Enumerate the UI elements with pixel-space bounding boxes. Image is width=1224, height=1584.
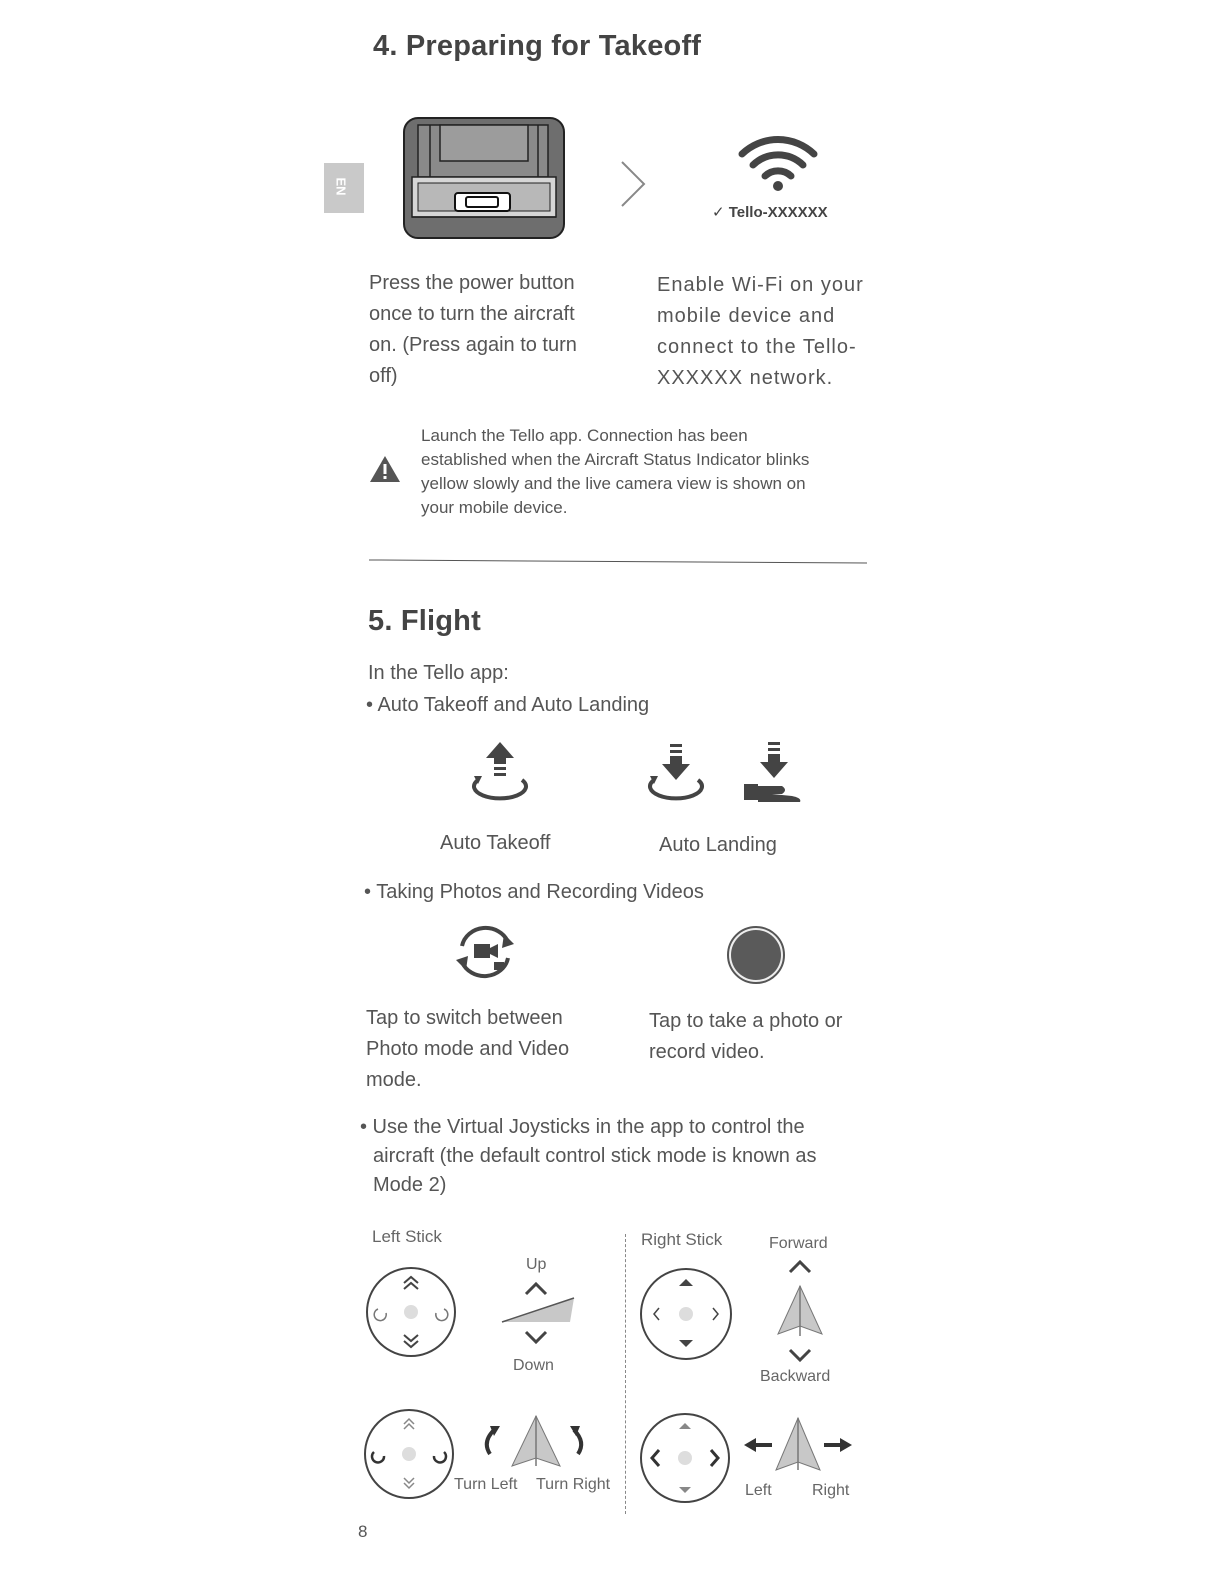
wifi-line: mobile device and [657, 305, 836, 327]
shutter-line: record video. [649, 1041, 765, 1063]
forward-backward-indicator [772, 1256, 828, 1368]
up-down-indicator [500, 1278, 580, 1348]
warning-icon [368, 454, 402, 484]
shutter-line: Tap to take a photo or [649, 1010, 843, 1032]
hand-landing-icon [742, 740, 806, 808]
left-stick-label: Left Stick [372, 1227, 442, 1246]
right-stick-label: Right Stick [641, 1230, 723, 1249]
wifi-line: Enable Wi-Fi on your [657, 274, 864, 296]
note-line: established when the Aircraft Status Indicator blinks [421, 450, 810, 469]
wifi-line: connect to the Tello- [657, 336, 857, 358]
power-line: on. (Press again to turn [369, 334, 577, 356]
auto-landing-label: Auto Landing [659, 834, 777, 856]
note-line: Launch the Tello app. Connection has been [421, 426, 748, 445]
note-line: yellow slowly and the live camera view is shown on [421, 474, 806, 493]
power-button-illustration [400, 115, 568, 243]
power-line: Press the power button [369, 272, 575, 294]
language-tab [324, 163, 364, 213]
right-stick-roll-diagram [637, 1410, 733, 1506]
language-tab-label: EN [333, 177, 349, 196]
section4-title: 4. Preparing for Takeoff [373, 30, 702, 62]
turn-right-label: Turn Right [536, 1476, 611, 1493]
bullet-photos-videos: • Taking Photos and Recording Videos [364, 881, 704, 903]
camera-switch-icon [452, 924, 518, 980]
left-stick-yaw-diagram [362, 1406, 458, 1502]
auto-takeoff-label: Auto Takeoff [440, 832, 551, 854]
joystick-instructions [360, 1113, 870, 1200]
wifi-instructions [657, 270, 887, 394]
joystick-line: • Use the Virtual Joysticks in the app to control the [360, 1116, 805, 1138]
wifi-line: XXXXXX network. [657, 367, 834, 389]
auto-takeoff-icon [466, 740, 534, 804]
power-line: off) [369, 365, 398, 387]
auto-landing-icon [642, 742, 710, 806]
stick-separator [625, 1234, 626, 1514]
wifi-icon [738, 134, 818, 192]
page-number: 8 [358, 1522, 368, 1541]
power-line: once to turn the aircraft [369, 303, 575, 325]
left-right-indicator [742, 1414, 854, 1474]
up-label: Up [526, 1256, 547, 1273]
joystick-line: aircraft (the default control stick mode is known as [373, 1145, 817, 1167]
chevron-right-icon [618, 160, 648, 208]
shutter-text [649, 1006, 889, 1068]
power-instructions [369, 268, 619, 392]
forward-label: Forward [769, 1235, 828, 1252]
bullet-auto-takeoff-landing: • Auto Takeoff and Auto Landing [366, 694, 650, 716]
joystick-line: Mode 2) [373, 1174, 447, 1196]
section-divider [369, 559, 867, 563]
turn-indicator [480, 1414, 590, 1474]
left-label: Left [745, 1482, 772, 1499]
connection-note [421, 424, 871, 520]
switch-line: Photo mode and Video [366, 1038, 570, 1060]
right-stick-pitch-diagram [637, 1266, 735, 1362]
backward-label: Backward [760, 1368, 831, 1385]
note-line: your mobile device. [421, 498, 568, 517]
down-label: Down [513, 1357, 554, 1374]
flight-intro: In the Tello app: [368, 662, 509, 684]
wifi-network-label: ✓ Tello-XXXXXX [712, 204, 828, 221]
left-stick-throttle-diagram [364, 1265, 460, 1361]
switch-mode-text [366, 1003, 616, 1096]
shutter-button-icon[interactable] [726, 925, 786, 985]
turn-left-label: Turn Left [454, 1476, 518, 1493]
switch-line: mode. [366, 1069, 422, 1091]
switch-line: Tap to switch between [366, 1007, 563, 1029]
right-label: Right [812, 1482, 850, 1499]
section5-title: 5. Flight [368, 605, 481, 637]
